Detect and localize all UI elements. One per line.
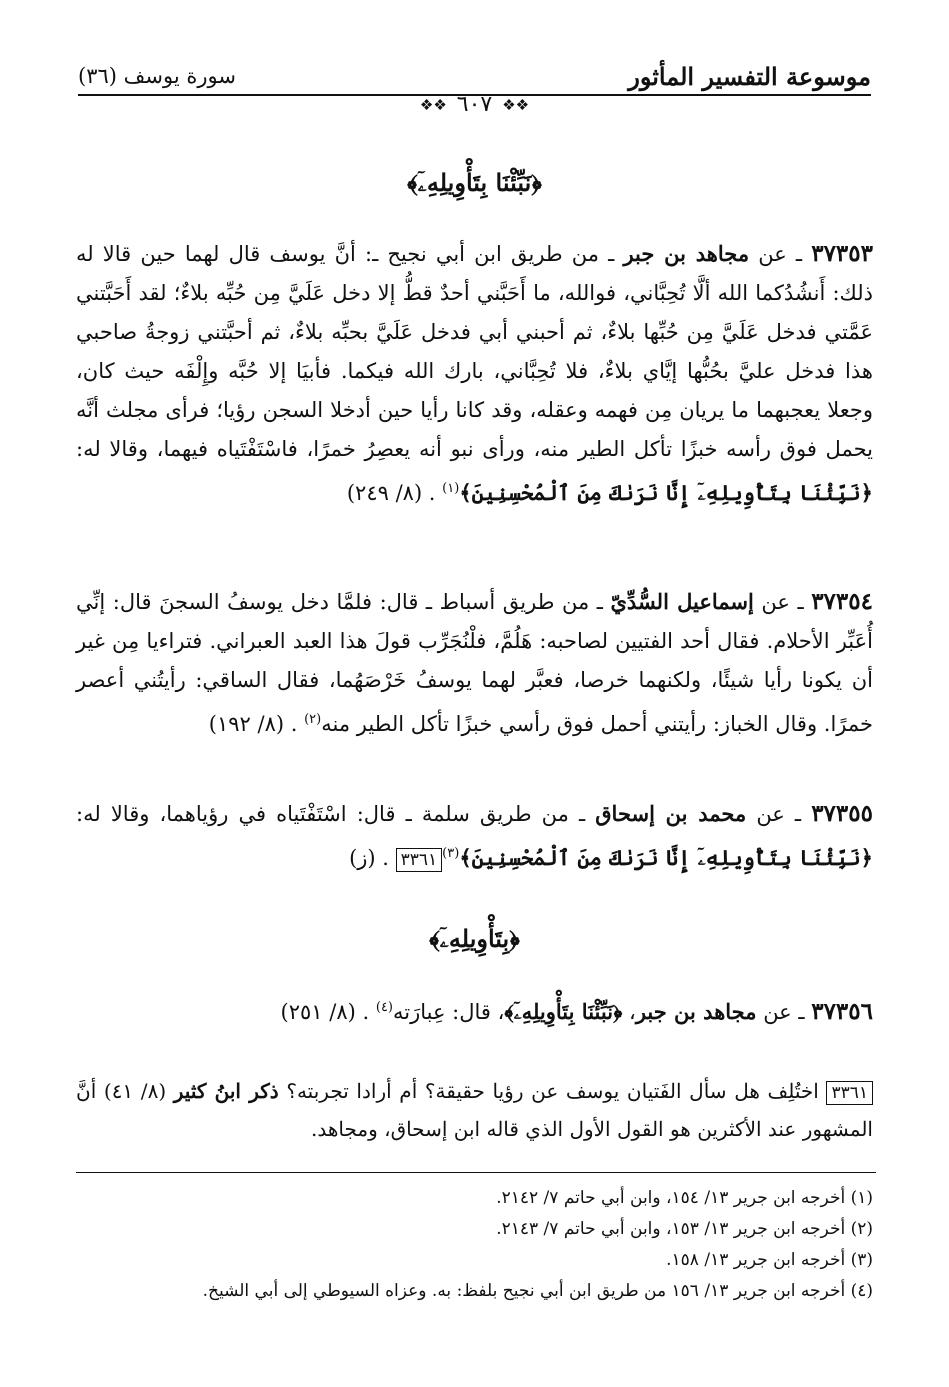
hadith-entry [76, 234, 873, 513]
footnote: (٤) أخرجه ابن جرير ١٣/ ١٥٦ من طريق ابن أبي نجيح بلفظ: به. وعزاه السيوطي إلى أبي الشيخ. [202, 1281, 873, 1301]
volume-reference: . (ز) [349, 846, 389, 870]
quran-quote: ﴿نَبِّئْنَا بِتَأْوِيلِهِۦٓ﴾ [504, 999, 623, 1024]
footnote: (١) أخرجه ابن جرير ١٣/ ١٥٤، وابن أبي حاتم ٧/ ٢١٤٢. [496, 1188, 873, 1208]
commentary-note [76, 1072, 873, 1148]
narrator-name: محمد بن إسحاق [595, 801, 747, 826]
commentary-author: ذكر ابنُ كثير [173, 1079, 279, 1103]
ornament-icon: ❖❖ [502, 95, 530, 114]
narrator-name: إسماعيل السُّدِّيّ [610, 589, 754, 614]
page-number-block [420, 92, 529, 117]
book-title: موسوعة التفسير المأثور [628, 62, 871, 91]
section-heading: ﴿نَبِّئْنَا بِتَأْوِيلِهِۦٓ﴾ [407, 168, 542, 197]
footnote: (٣) أخرجه ابن جرير ١٣/ ١٥٨. [666, 1250, 873, 1270]
commentary-ref-box: ٣٣٦١ [396, 848, 443, 872]
entry-number: ٣٧٣٥٦ [811, 998, 873, 1025]
entry-text: ـ من طريق ابن أبي نجيح ـ: أنَّ يوسف قال لهما حين قالا له ذلك: أَنشُدُكما الله ألَّا تُحِبَّاني، فوالله، ما أَحَبَّني أحدٌ قطُّ إلا دخل عَلَيَّ مِن حُبِّه بلاءٌ؛ لقد أَحَبَّتني عَمَّتي فدخل عَلَيَّ مِن حُبِّها بلاءٌ، ثم أحبني أبي فدخل عَلَيَّ بحبِّه بلاءٌ، ثم أحبَّتني زوجةُ صاحبي هذا فدخل عليَّ بحُبُّها إيَّاي بلاءٌ، فلا تُحِبَّاني، بارك الله فيكما. فأبيَا إلا حُبَّه وإِلْفَه حيث كان، وجعلا يعجبهما ما يريان مِن فهمه وعقله، وقد كانا رأيا حين أدخلا السجن رؤيا؛ فرأى مجلث أنَّه يحمل فوق رأسه خبزًا تأكل الطير منه، ورأى نبو أنه يعصِرُ خمرًا، فاسْتَفْتَياه فيهما، وقالا له: [76, 242, 873, 461]
entry-text: ، [629, 1000, 636, 1024]
volume-reference: . (٨/ ٢٥١) [280, 1000, 370, 1024]
hadith-entry [76, 582, 873, 744]
entry-text: ـ من طريق سلمة ـ قال: اسْتَفْتَياه في رؤياهما، وقالا له: [76, 802, 586, 826]
entry-text: ـ من طريق أسباط ـ قال: فلمَّا دخل يوسفُ السجنَ قال: إنِّي أُعَبِّر الأحلام. فقال أحد الفتيين لصاحبه: هَلُمَّ، فلْنُجَرِّب قولَ هذا العبد العبراني. فتراءيا مِن غير أن يكونا رأيا شيئًا، ولكنهما خرصا، فعبَّر لهما يوسفُ خَرْصَهُما، فقال الساقي: رأيتُني أعصر خمرًا. وقال الخباز: رأيتني أحمل فوق رأسي خبزًا تأكل الطير منه [76, 590, 873, 736]
commentary-text: اختُلِف هل سأل الفَتيان يوسف عن رؤيا حقيقة؟ أم أرادا تجربته؟ [286, 1079, 819, 1103]
footnote-rule [76, 1172, 876, 1173]
footnote-marker: (٢) [304, 712, 322, 727]
footnote-marker: (٤) [375, 1000, 393, 1015]
commentary-text: (٨/ ٤١) أنَّ المشهور عند الأكثرين هو القول الأول الذي قاله ابن إسحاق، ومجاهد. [76, 1079, 873, 1141]
footnote-marker: (٣) [442, 846, 460, 861]
page-number: ٦٠٧ [456, 92, 493, 117]
entry-number: ٣٧٣٥٣ [811, 240, 873, 267]
entry-number: ٣٧٣٥٥ [811, 800, 873, 827]
entry-prefix: ـ عن [763, 1000, 805, 1024]
narrator-name: مجاهد بن جبر [623, 241, 750, 266]
hadith-entry [76, 988, 873, 1032]
volume-reference: . (٨/ ١٩٢) [208, 712, 298, 736]
quran-quote: ﴿نَبِّئْنَا بِتَأْوِيلِهِۦٓ إِنَّا نَرَىٰكَ مِنَ ٱلْمُحْسِنِينَ﴾ [459, 480, 873, 505]
narrator-name: مجاهد بن جبر [635, 999, 757, 1024]
entry-tail: ، قال: عِبارَته [393, 1000, 505, 1024]
footnotes [76, 1183, 873, 1307]
quran-quote: ﴿نَبِّئْنَا بِتَأْوِيلِهِۦٓ إِنَّا نَرَىٰكَ مِنَ ٱلْمُحْسِنِينَ﴾ [459, 845, 873, 870]
entry-number: ٣٧٣٥٤ [811, 588, 873, 615]
entry-prefix: ـ عن [761, 590, 804, 614]
footnote: (٢) أخرجه ابن جرير ١٣/ ١٥٣، وابن أبي حاتم ٧/ ٢١٤٣. [496, 1219, 873, 1239]
commentary-ref-box: ٣٣٦١ [826, 1081, 873, 1105]
ornament-icon: ❖❖ [419, 95, 447, 114]
footnote-marker: (١) [442, 481, 460, 496]
entry-prefix: ـ عن [758, 242, 803, 266]
volume-reference: . (٨/ ٢٤٩) [346, 481, 436, 505]
surah-label: سورة يوسف (٣٦) [78, 64, 236, 88]
entry-prefix: ـ عن [756, 802, 802, 826]
hadith-entry [76, 794, 873, 878]
section-heading: ﴿بِتَأْوِيلِهِۦٓ﴾ [429, 924, 520, 953]
